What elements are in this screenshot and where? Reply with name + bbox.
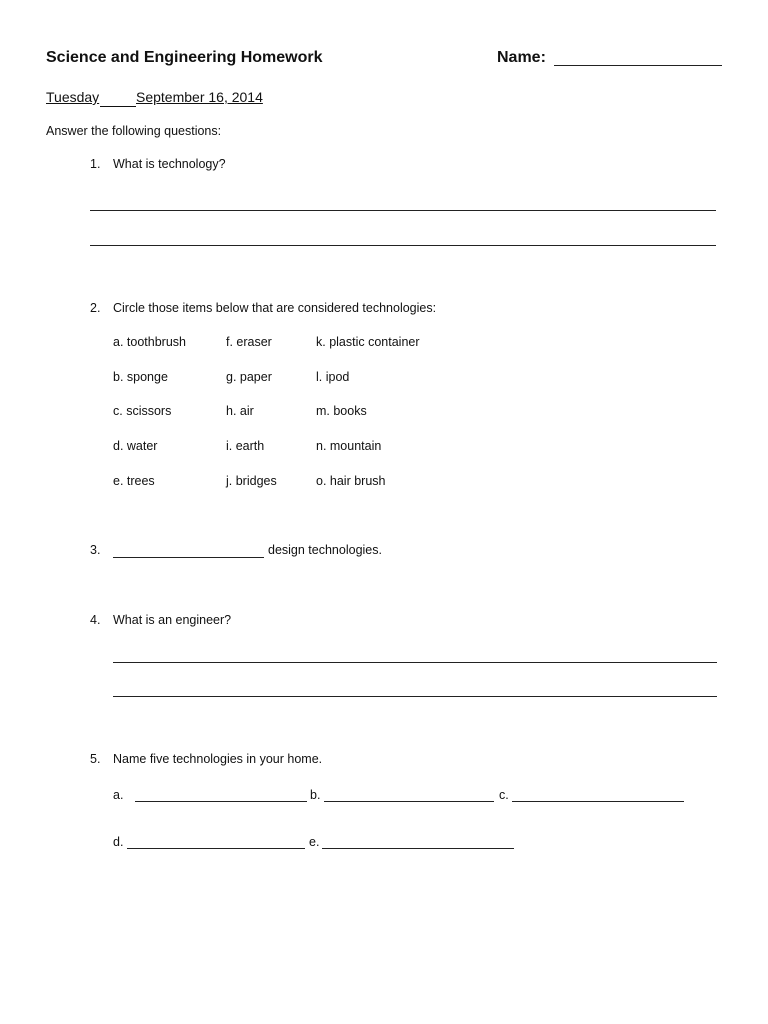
q5-text: Name five technologies in your home.: [113, 752, 323, 766]
date-gap-underline: [100, 89, 136, 107]
q2-number: 2.: [90, 301, 101, 315]
q5-blank-d[interactable]: [127, 848, 305, 849]
q5-label-d: d.: [113, 835, 124, 849]
name-label: Name:: [497, 49, 546, 66]
q5-label-c: c.: [499, 788, 509, 802]
q5-number: 5.: [90, 752, 101, 766]
q1-number: 1.: [90, 157, 101, 171]
q5-blank-c[interactable]: [512, 801, 684, 802]
item-ipod[interactable]: l. ipod: [316, 370, 350, 384]
q5-label-b: b.: [310, 788, 321, 802]
item-books[interactable]: m. books: [316, 404, 367, 418]
q1-answer-line-2[interactable]: [90, 245, 716, 246]
item-bridges[interactable]: j. bridges: [226, 474, 277, 488]
q4-text: What is an engineer?: [113, 613, 232, 627]
q5-blank-e[interactable]: [322, 848, 514, 849]
q4-answer-line-1[interactable]: [113, 662, 717, 663]
q2-text: Circle those items below that are considered technologies:: [113, 301, 437, 315]
q5-blank-b[interactable]: [324, 801, 494, 802]
name-blank[interactable]: [554, 65, 722, 66]
item-mountain[interactable]: n. mountain: [316, 439, 382, 453]
item-sponge[interactable]: b. sponge: [113, 370, 168, 384]
date: September 16, 2014: [136, 89, 263, 105]
item-air[interactable]: h. air: [226, 404, 254, 418]
item-toothbrush[interactable]: a. toothbrush: [113, 335, 186, 349]
q3-blank[interactable]: [113, 557, 264, 558]
item-plastic-container[interactable]: k. plastic container: [316, 335, 420, 349]
item-earth[interactable]: i. earth: [226, 439, 265, 453]
item-trees[interactable]: e. trees: [113, 474, 155, 488]
q1-answer-line-1[interactable]: [90, 210, 716, 211]
item-eraser[interactable]: f. eraser: [226, 335, 272, 349]
q1-text: What is technology?: [113, 157, 226, 171]
q3-text: design technologies.: [268, 543, 382, 557]
item-water[interactable]: d. water: [113, 439, 158, 453]
q5-label-a: a.: [113, 788, 124, 802]
q3-number: 3.: [90, 543, 101, 557]
instructions: Answer the following questions:: [46, 124, 222, 138]
item-paper[interactable]: g. paper: [226, 370, 272, 384]
page-title: Science and Engineering Homework: [46, 49, 323, 66]
q4-answer-line-2[interactable]: [113, 696, 717, 697]
q4-number: 4.: [90, 613, 101, 627]
q5-label-e: e.: [309, 835, 320, 849]
day: Tuesday: [46, 89, 100, 105]
q5-blank-a[interactable]: [135, 801, 307, 802]
item-scissors[interactable]: c. scissors: [113, 404, 172, 418]
item-hair-brush[interactable]: o. hair brush: [316, 474, 386, 488]
